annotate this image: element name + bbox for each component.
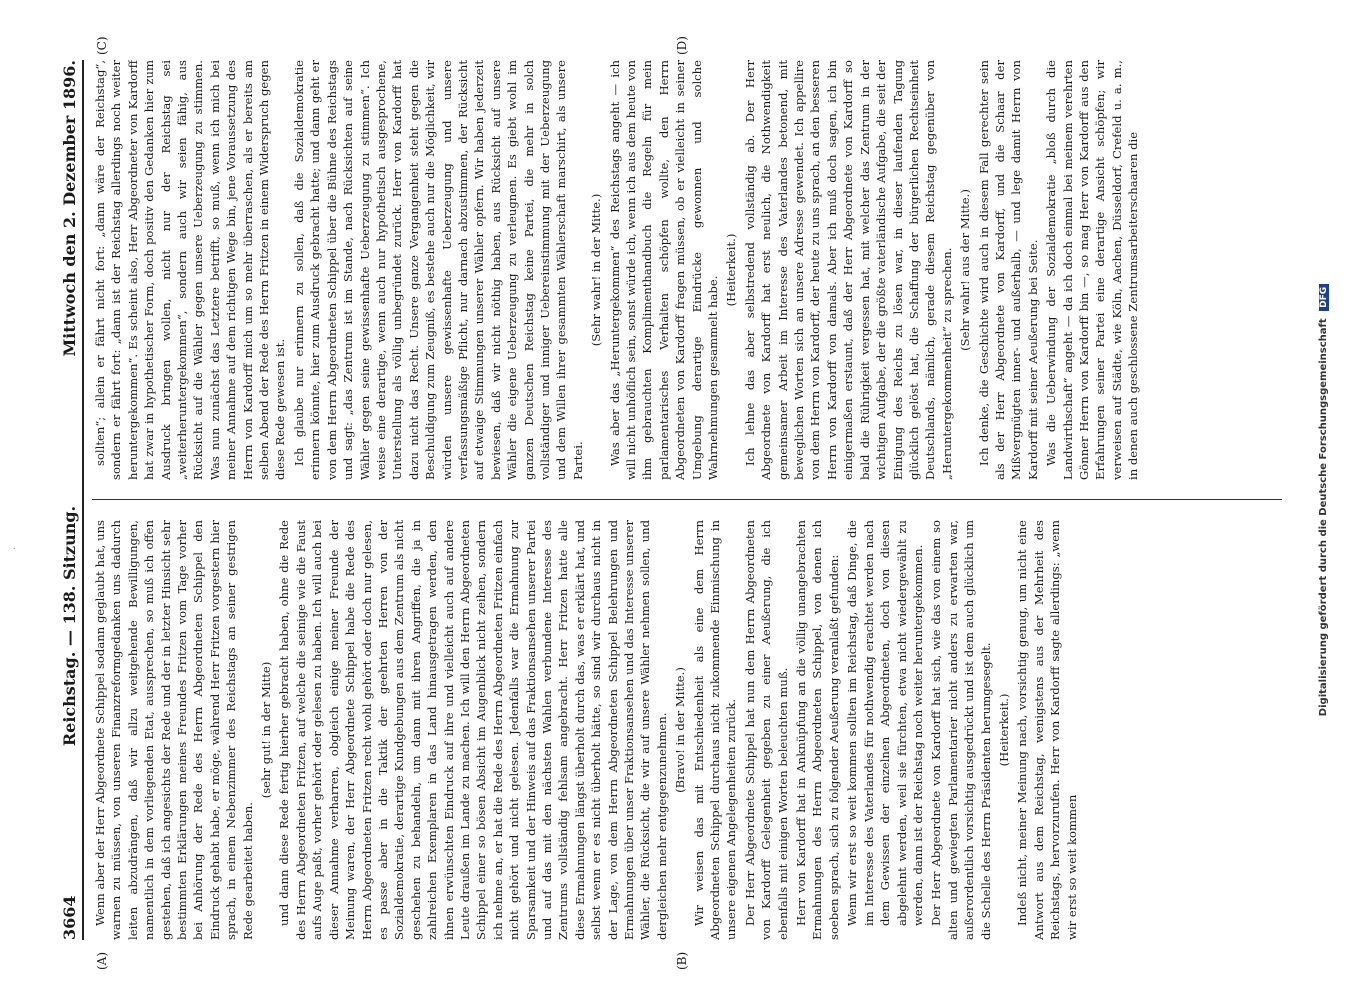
left-text-column	[92, 520, 1282, 940]
paragraph: Wenn aber der Herr Abgeordnete Schippel sodann geglaubt hat, uns warnen zu müssen, von unseren Finanzreformgedanken uns dadurch leiten abzudrängen, daß wir allzu weitgehende Bewilligungen, namentlich in dem vorliegenden Etat, aussprechen, so muß ich offen gestehen, daß ich angesichts der Rede und der in letzter Hinsicht sehr bestimmten Erklärungen meines Freundes Fritzen vom Tage vorher bei Anhörung der Rede des Herrn Abgeordneten Schippel den Eindruck gehabt habe, er möge, während Herr Fritzen vorgestern hier sprach, in einem Nebenzimmer des Reichstags an seiner gestrigen Rede gearbeitet haben.	[93, 520, 255, 940]
header-rule	[82, 60, 84, 940]
paragraph: Was aber das „Heruntergekommen“ des Reichstags angeht — ich will nicht unhöflich sein, sonst würde ich, wenn ich aus dem heute von ihm gebrauchten Komplimenthandbuch die Regeln für mein parlamentarisches Verhalten schöpfen wollte, den Herrn Abgeordneten von Kardorff fragen müssen, ob er vielleicht in seiner Umgebung derartige Eindrücke gewonnen und solche Wahrnehmungen gesammelt habe.	[607, 60, 721, 480]
interjection: (Sehr wahr! in der Mitte.)	[589, 193, 604, 347]
interjection: (sehr gut! in der Mitte)	[259, 661, 274, 799]
digitization-credit	[1318, 0, 1329, 1000]
paragraph: Der Herr Abgeordnete von Kardorff hat sich, wie das von einem so alten und gewiegten Parlamentarier nicht anders zu erwarten war, außerordentlich vorsichtig ausgedrückt und ist dem auch glücklich um die Schelle des Herrn Präsidenten herumgesegelt.	[929, 520, 993, 940]
interjection: (Heiterkeit.)	[724, 233, 739, 307]
scan-speck: ·	[10, 546, 21, 550]
paragraph: und dann diese Rede fertig hierher gebracht haben, ohne die Rede des Herrn Abgeordneten Fritzen, auf welche die seinige wie die Faust aufs Auge paßt, vorher gehört oder gelesen zu haben. Ich will auch bei dieser Annahme verharren, obgleich einige meiner Freunde der Meinung waren, der Herr Abgeordnete Schippel habe die Rede des Herrn Abgeordneten Fritzen recht wohl gehört oder doch nur gelesen, es passe aber in die Taktik der geehrten Herren von der Sozialdemokratie, derartige Kundgebungen aus dem Zentrum als nicht geschehen zu behandeln, um dann mit ihren Angriffen, die ja in zahlreichen Exemplaren in das Land hinausgetragen werden, den ihnen erwünschten Eindruck auf ihre und vielleicht auch auf andere Leute draußen im Lande zu machen. Ich will den Herrn Abgeordneten Schippel einer so bösen Absicht im Augenblick nicht zeihen, sondern ich nehme an, er hat die Rede des Herrn Abgeordneten Fritzen einfach nicht gehört und nicht gelesen. Jedenfalls war die Ermahnung zur Sparsamkeit und der Hinweis auf das Fraktionsansehen unserer Partei und auf das mit den nächsten Wahlen verbundene Interesse des Zentrums vollständig fehlsam angebracht. Herr Fritzen hatte alle diese Ermahnungen längst überholt durch das, was er erklärt hat, und selbst wenn er es nicht überholt hätte, so sind wir durchaus nicht in der Lage, von dem Herrn Abgeordneten Schippel Belehrungen und Ermahnungen über unser Fraktionsansehen und das Interesse unserer Wähler, die Rücksicht, die wir auf unsere Wähler nehmen sollen, und dergleichen mehr entgegenzunehmen.	[277, 520, 669, 940]
paragraph: Wir weisen das mit Entschiedenheit als eine dem Herrn Abgeordneten Schippel durchaus nicht zukommende Einmischung in unsere eigenen Angelegenheiten zurück.	[691, 520, 739, 940]
marker-a: (A)	[95, 951, 109, 970]
dfg-logo: DFG	[1319, 284, 1329, 311]
marker-c: (C)	[95, 36, 109, 55]
session-title: Reichstag. — 138. Sitzung.	[60, 505, 79, 747]
paragraph: Ich denke, die Geschichte wird auch in diesem Fall gerechter sein als der Herr Abgeordnete von Kardorff, und die Schaar der Mißvergnügten inner- und außerhalb, — und lege damit Herrn von Kardorff mit seiner Aeußerung bei Seite.	[976, 60, 1040, 480]
paragraph: Indeß nicht, meiner Meinung nach, vorsichtig genug, um nicht eine Antwort aus dem Reichstag, wenigstens aus der Mehrheit des Reichstags, hervorzurufen. Herr von Kardorff sagte allerdings: „wenn wir erst so weit kommen	[1015, 520, 1079, 940]
page-number: 3664	[60, 895, 79, 940]
session-date: Mittwoch den 2. Dezember 1896.	[60, 60, 79, 357]
paragraph: sollten“; allein er fährt nicht fort: „dann wäre der Reichstag“, sondern er fährt fort: „dann ist der Reichstag allerdings noch weiter heruntergekommen“. Es scheint also, Herr Abgeordneter von Kardorff hat zwar in hypothetischer Form, doch positiv den Gedanken hier zum Ausdruck bringen wollen, nicht nur der Reichstag sei „weiterheruntergekommen“, sondern auch wir seien fähig, aus Rücksicht auf die Wähler gegen unsere Ueberzeugung zu stimmen. Was nun zunächst das Letztere betrifft, so muß, wenn ich mich bei meiner Annahme auf dem richtigen Wege bin, jene Voraussetzung des Herrn von Kardorff mich um so mehr überraschen, als er bereits am selben Abend der Rede des Herrn Fritzen in einem Widerspruch gegen diese Rede gewesen ist.	[93, 60, 288, 480]
interjection: (Bravo! in der Mitte.)	[673, 667, 688, 793]
paragraph: Herr von Kardorff hat in Anknüpfung an die völlig unangebrachten Ermahnungen des Herrn Abgeordneten Schippel, von denen ich soeben sprach, sich zu folgender Aeußerung veranlaßt gefunden:	[794, 520, 841, 940]
paragraph: Wenn wir erst so weit kommen sollten im Reichstag, daß Dinge, die im Interesse des Vaterlandes für nothwendig erachtet werden nach dem Gewissen der einzelnen Abgeordneten, doch von diesen abgelehnt werden, weil sie fürchten, etwa nicht wiedergewählt zu werden, dann ist der Reichstag noch weiter heruntergekommen.	[845, 520, 925, 926]
page-header	[55, 60, 79, 940]
paragraph: Ich lehne das aber selbstredend vollständig ab. Der Herr Abgeordnete von Kardorff hat erst neulich, die Nothwendigkeit gemeinsamer Arbeit im Interesse des Vaterlandes betonend, mit beweglichen Worten sich an unsere Adresse gewendet. Ich appellire von dem Herrn von Kardorff, der heute zu uns sprach, an den besseren Herrn von Kardorff von damals. Aber ich muß doch sagen, ich bin einigermaßen erstaunt, daß der Herr Abgeordnete von Kardorff so bald die Rührigkeit vergessen hat, mit welcher das Zentrum in der wichtigen Aufgabe, der die größte vaterländische Aufgabe, die seit der Einigung des Reichs zu lösen war, in dieser laufenden Tagung glücklich gelöst hat, die Schaffung der bürgerlichen Rechtseinheit Deutschlands, nämlich, gerade diesem Reichstag gegenüber von „Heruntergekommenheit“ zu sprechen.	[742, 60, 954, 480]
right-text-column	[92, 60, 1282, 480]
paragraph: Was die Ueberwindung der Sozialdemokratie „bloß durch die Landwirthschaft“ angeht — da ich doch einmal bei meinem verehrten Gönner Herrn von Kardorff bin —, so mag Herr von Kardorff aus den Erfahrungen seiner Partei eine derartige Ansicht schöpfen; wir verweisen auf Städte, wie Köln, Aachen, Düsseldorf, Crefeld u. a. m., in denen auch geschlossene Zentrumsarbeiterschaaren die	[1044, 60, 1141, 480]
interjection: (Heiterkeit.)	[996, 693, 1011, 767]
paragraph: Ich glaube nur erinnern zu sollen, daß die Sozialdemokratie erinnern könnte, hier zum Ausdruck gebracht hatte; und dann geht er von dem Herrn Abgeordneten Schippel über die Bühne des Reichstags und sagt: „das Zentrum ist im Stande, nach Rücksichten auf seine Wähler gegen seine gewissenhafte Ueberzeugung zu stimmen“. Ich weise eine derartige, wenn auch nur hypothetisch ausgesprochene, Unterstellung als völlig unbegründet zurück. Herr von Kardorff hat dazu nicht das Recht. Unsere ganze Vergangenheit steht gegen die Beschuldigung zum Zeugniß, es bestehe auch nur die Möglichkeit, wir würden unsere gewissenhafte Ueberzeugung und unsere verfassungsmäßige Pflicht, nur darnach abzustimmen, der Rücksicht auf etwaige Stimmungen unserer Wähler opfern. Wir haben jederzeit bewiesen, daß wir nicht nöthig haben, aus Rücksicht auf unsere Wähler die eigene Ueberzeugung zu verleugnen. Es giebt wohl im ganzen Deutschen Reichstag keine Partei, die mehr in solch vollständiger und inniger Uebereinstimmung mit der Ueberzeugung und dem Willen ihrer gesammten Wählerschaft marschirt, als unsere Partei.	[291, 60, 585, 480]
marker-d: (D)	[675, 36, 689, 55]
credit-text: Digitalisierung gefördert durch die Deutsche Forschungsgemeinschaft	[1318, 318, 1329, 717]
interjection: (Sehr wahr! aus der Mitte.)	[958, 189, 973, 351]
marker-b: (B)	[675, 951, 689, 970]
paragraph: Der Herr Abgeordnete Schippel hat nun dem Herrn Abgeordneten von Kardorff Gelegenheit gegeben zu einer Aeußerung, die ich ebenfalls mit einigen Worten beleuchten muß.	[742, 520, 790, 940]
column-divider	[92, 499, 1282, 500]
